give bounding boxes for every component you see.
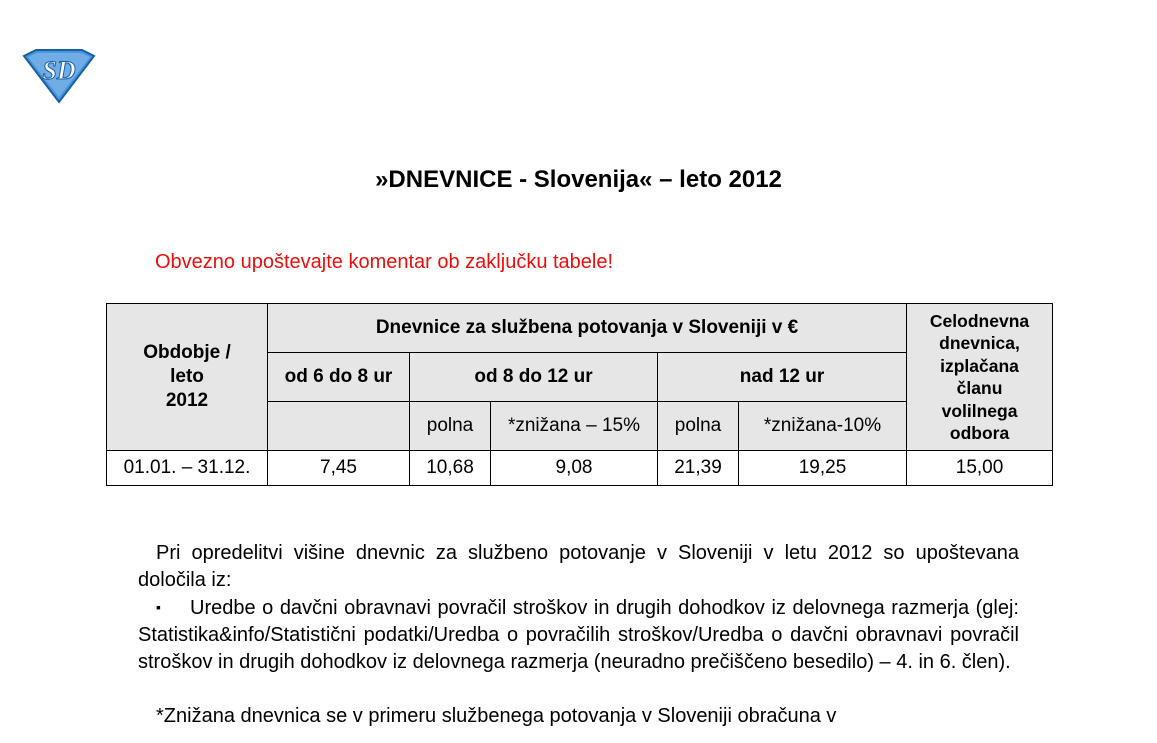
- document-title: »DNEVNICE - Slovenija« – leto 2012: [375, 166, 782, 193]
- organization-logo: [22, 48, 96, 104]
- full-day-header-line2: dnevnica,: [939, 333, 1020, 353]
- cell-6-8: 7,45: [268, 451, 410, 486]
- group-header: Dnevnice za službena potovanja v Sloveniji v €: [268, 304, 907, 353]
- col-header-8-12: od 8 do 12 ur: [410, 353, 658, 402]
- table-row: [107, 451, 1053, 486]
- full-day-header-line5: volilnega: [941, 400, 1018, 421]
- period-header-line1: Obdobje /: [143, 342, 231, 363]
- cell-12-reduced: 19,25: [739, 451, 907, 486]
- period-header-line3: 2012: [165, 390, 209, 411]
- bullet-item-text: Uredbe o davčni obravnavi povračil stroškov in drugih dohodkov iz delovnega razmerja (glej: Statistika&info/Statistični podatki/Uredba o povračilih stroškov/Uredba o davčni obravnavi povračil stroškov in drugih dohodkov iz delovnega razmerja (neuradno prečiščeno besedilo) – 4. in 6. člen).: [138, 597, 1019, 673]
- sub-header-full-8-12: polna: [410, 402, 491, 451]
- full-day-header-line6: odbora: [949, 423, 1010, 443]
- sub-header-full-12: polna: [658, 402, 739, 451]
- sub-header-reduced-15: *znižana – 15%: [491, 402, 658, 451]
- sub-header-empty: [268, 402, 410, 451]
- paragraph-footnote: *Znižana dnevnica se v primeru službenega potovanja v Sloveniji obračuna v: [156, 705, 837, 727]
- period-header: [107, 304, 268, 451]
- cell-12-full: 21,39: [658, 451, 739, 486]
- full-day-header-line4: članu: [956, 378, 1003, 398]
- col-header-over-12: nad 12 ur: [658, 353, 907, 402]
- full-day-header: [907, 304, 1053, 451]
- logo-letters: SD: [42, 56, 76, 85]
- cell-period: 01.01. – 31.12.: [107, 451, 268, 486]
- body-text: [138, 540, 1019, 730]
- period-header-line2: leto: [170, 366, 204, 387]
- full-day-header-line3: izplačana: [940, 355, 1019, 376]
- full-day-header-line1: Celodnevna: [929, 310, 1030, 331]
- paragraph-intro: Pri opredelitvi višine dnevnic za službeno potovanje v Sloveniji v letu 2012 so upoštevana določila iz:: [138, 542, 1019, 591]
- cell-full-day: 15,00: [907, 451, 1053, 486]
- col-header-6-8: od 6 do 8 ur: [268, 353, 410, 402]
- warning-note: Obvezno upoštevajte komentar ob zaključku tabele!: [155, 251, 614, 273]
- sub-header-reduced-10: *znižana-10%: [739, 402, 907, 451]
- cell-8-12-full: 10,68: [410, 451, 491, 486]
- cell-8-12-reduced: 9,08: [491, 451, 658, 486]
- bullet-marker: ▪: [156, 599, 161, 615]
- bullet-item: [138, 594, 1019, 676]
- allowance-rates-table: [106, 303, 1053, 486]
